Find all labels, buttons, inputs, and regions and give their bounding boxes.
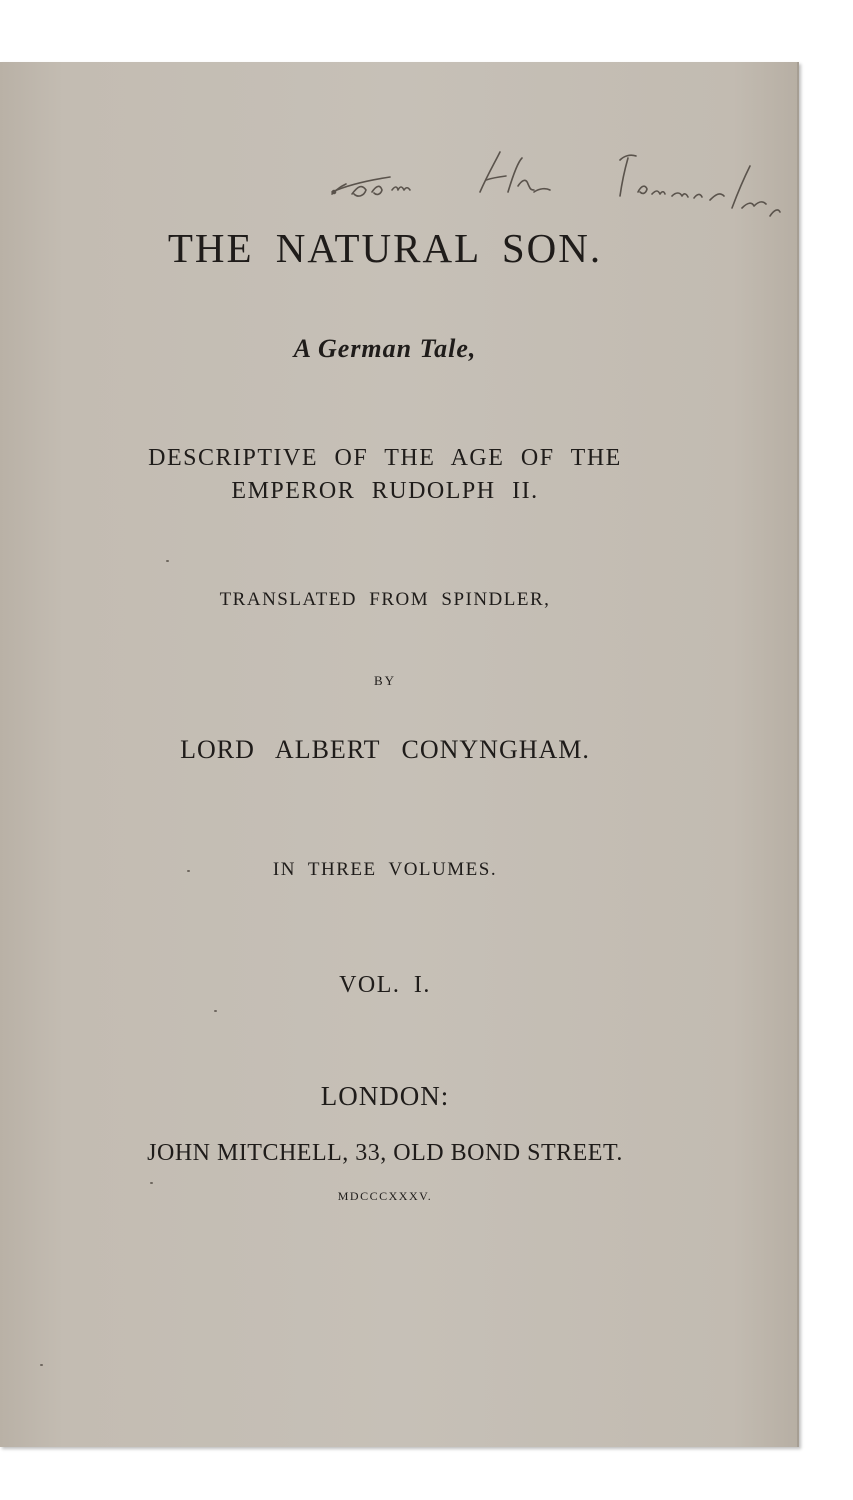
paper-speck	[214, 1010, 217, 1012]
publication-city: LONDON:	[320, 1081, 450, 1111]
paper-speck	[150, 1182, 153, 1184]
paper-speck	[40, 1364, 43, 1366]
paper-speck	[187, 870, 190, 872]
handwritten-inscription	[280, 122, 800, 222]
title-page	[0, 62, 799, 1447]
book-subtitle: A German Tale,	[293, 334, 477, 363]
author-name: LORD ALBERT CONYNGHAM.	[180, 735, 590, 764]
description-block	[0, 442, 770, 508]
description-line-1: DESCRIPTIVE OF THE AGE OF THE	[148, 445, 622, 471]
translation-credit: TRANSLATED FROM SPINDLER,	[219, 589, 551, 610]
by-label: BY	[373, 673, 397, 688]
paper-speck	[166, 560, 169, 562]
description-line-2: EMPEROR RUDOLPH II.	[231, 478, 539, 504]
publication-date: MDCCCXXXV.	[337, 1189, 433, 1203]
volume-number: VOL. I.	[339, 972, 431, 998]
book-title: THE NATURAL SON.	[167, 225, 603, 271]
publisher-address: JOHN MITCHELL, 33, OLD BOND STREET.	[147, 1140, 623, 1166]
volume-count: IN THREE VOLUMES.	[272, 859, 498, 880]
